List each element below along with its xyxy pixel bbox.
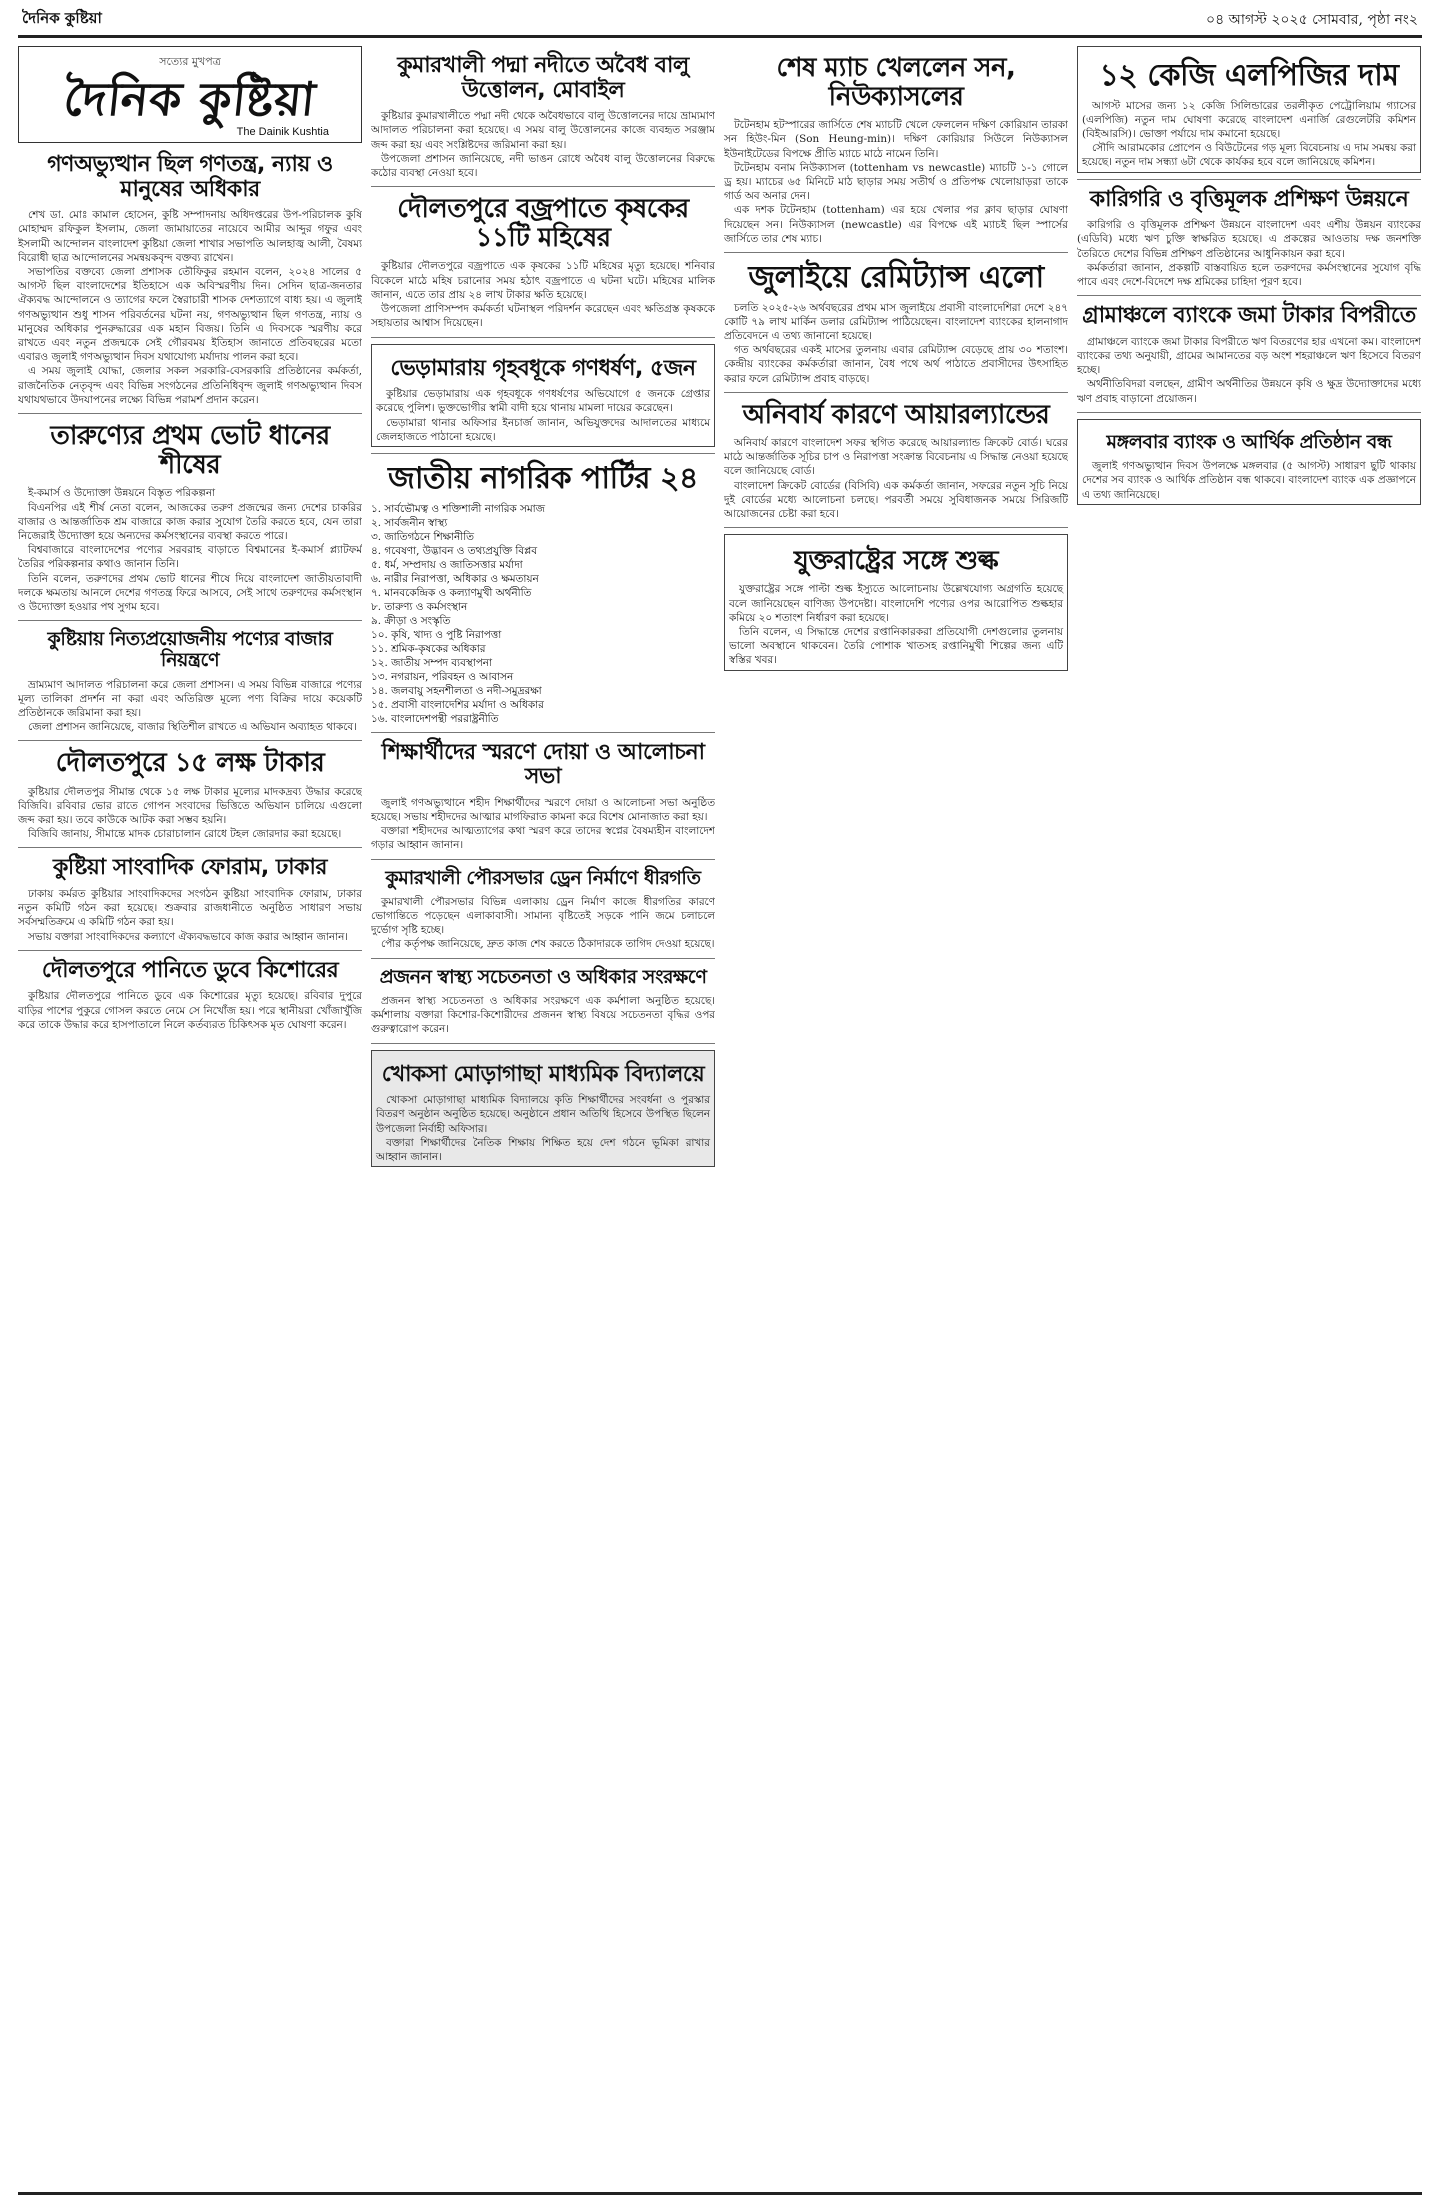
page-header-bar xyxy=(18,8,1422,38)
article-paragraph: ঢাকায় কর্মরত কুষ্টিয়ার সাংবাদিকদের সংগঠন কুষ্টিয়া সাংবাদিক ফোরাম, ঢাকার নতুন কমিটি গঠন করা হয়েছে। শুক্রবার রাজধানীতে অনুষ্ঠিত সাধারণ সভায় সর্বসম্মতিক্রমে এ কমিটি গঠন করা হয়। xyxy=(18,888,362,929)
list-item: ১৫. প্রবাসী বাংলাদেশির মর্যাদা ও অধিকার xyxy=(371,698,544,711)
article-headline: মঙ্গলবার ব্যাংক ও আর্থিক প্রতিষ্ঠান বন্ধ xyxy=(1106,430,1392,453)
article-paragraph: আগস্ট মাসের জন্য ১২ কেজি সিলিন্ডারের তরলীকৃত পেট্রোলিয়াম গ্যাসের (এলপিজি) নতুন দাম ঘোষণা করেছে বাংলাদেশ এনার্জি রেগুলেটরি কমিশন (বিইআরসি)। ভোক্তা পর্যায়ে দাম কমানো হয়েছে। xyxy=(1082,99,1416,140)
article-paragraph: এক দশক টটেনহাম (tottenham) এর হয়ে খেলার পর ক্লাব ছাড়ার ঘোষণা দিয়েছেন সন। নিউক্যাসল (newcastle) এর বিপক্ষে এই ম্যাচই ছিল স্পার্সের জার্সিতে তার শেষ ম্যাচ। xyxy=(724,204,1068,245)
article-paragraph: কুষ্টিয়ার ভেড়ামারায় এক গৃহবধূকে গণধর্ষণের অভিযোগে ৫ জনকে গ্রেপ্তার করেছে পুলিশ। ভুক্তভোগীর স্বামী বাদী হয়ে থানায় মামলা দায়ের করেছেন। xyxy=(376,388,710,415)
article xyxy=(724,54,1068,246)
article xyxy=(1077,188,1421,290)
article xyxy=(1077,46,1421,173)
article-body xyxy=(18,989,362,1032)
article-body xyxy=(18,678,362,735)
header-date-page: ০৪ আগস্ট ২০২৫ সোমবার, পৃষ্ঠা নং২ xyxy=(1206,12,1418,28)
article-paragraph: বিএনপির এই শীর্ষ নেতা বলেন, আজকের তরুণ প্রজন্মের জন্য দেশের চাকরির বাজার ও আন্তর্জাতিক শ্রম বাজারে কাজ করার সুযোগ তৈরি করতে হবে, যেন তারা নিজেরাই উদ্যোক্তা হয়ে অন্যদের কর্মসংস্থানের ব্যবস্থা করতে পারে। xyxy=(18,501,362,542)
divider xyxy=(1077,295,1421,296)
article-headline: ভেড়ামারায় গৃহবধূকে গণধর্ষণ, ৫জন xyxy=(390,355,696,381)
footer-rule xyxy=(18,2192,1422,2195)
article xyxy=(18,422,362,614)
column-4 xyxy=(1077,46,1421,2186)
list-item: ৯. ক্রীড়া ও সংস্কৃতি xyxy=(371,614,451,627)
article-paragraph: কারিগরি ও বৃত্তিমূলক প্রশিক্ষণ উন্নয়নে বাংলাদেশ এবং এশীয় উন্নয়ন ব্যাংকের (এডিবি) মধ্যে ঋণ চুক্তি স্বাক্ষরিত হয়েছে। এ প্রকল্পের আওতায় দক্ষ জনশক্তি তৈরিতে দেশের বিভিন্ন প্রশিক্ষণ প্রতিষ্ঠানের আধুনিকায়ন করা হবে। xyxy=(1077,219,1421,260)
article-paragraph: অর্থনীতিবিদরা বলছেন, গ্রামীণ অর্থনীতির উন্নয়নে কৃষি ও ক্ষুদ্র উদ্যোক্তাদের মধ্যে ঋণ প্রবাহ বাড়ানো প্রয়োজন। xyxy=(1077,378,1421,405)
article xyxy=(724,261,1068,386)
article-headline: কুষ্টিয়ায় নিত্যপ্রয়োজনীয় পণ্যের বাজার নিয়ন্ত্রণে xyxy=(47,628,333,672)
article-body xyxy=(371,259,715,330)
article-body xyxy=(18,208,362,407)
article-paragraph: টটেনহাম হটস্পারের জার্সিতে শেষ ম্যাচটি খেলে ফেললেন দক্ষিণ কোরিয়ান তারকা সন হিউং-মিন (Son Heung-min)। দক্ষিণ কোরিয়ার সিউলে নিউক্যাসল ইউনাইটেডের বিপক্ষে প্রীতি ম্যাচে মাঠে নামেন তিনি। xyxy=(724,119,1068,160)
article-paragraph: উপজেলা প্রশাসন জানিয়েছে, নদী ভাঙন রোধে অবৈধ বালু উত্তোলনের বিরুদ্ধে কঠোর ব্যবস্থা নেওয়া হবে। xyxy=(371,152,715,180)
divider xyxy=(18,950,362,951)
article-headline: কুষ্টিয়া সাংবাদিক ফোরাম, ঢাকার xyxy=(52,855,328,881)
header-paper-name: দৈনিক কুষ্টিয়া xyxy=(22,9,102,27)
article xyxy=(18,749,362,841)
article-body xyxy=(1082,99,1416,170)
article-body xyxy=(1077,218,1421,289)
article-body xyxy=(18,887,362,944)
article-headline: দৌলতপুরে ১৫ লক্ষ টাকার xyxy=(55,748,325,779)
policy-list xyxy=(371,502,715,726)
column-3 xyxy=(724,46,1068,2186)
article xyxy=(371,1050,715,1168)
article-body xyxy=(376,387,710,444)
article-headline: যুক্তরাষ্ট্রের সঙ্গে শুল্ক xyxy=(793,546,999,577)
article-headline: শিক্ষার্থীদের স্মরণে দোয়া ও আলোচনা সভা xyxy=(381,739,705,790)
column-2 xyxy=(371,46,715,2186)
divider xyxy=(371,337,715,338)
article-paragraph: এ সময় জুলাই যোদ্ধা, জেলার সকল সরকারি-বেসরকারি প্রতিষ্ঠানের কর্মকর্তা, রাজনৈতিক নেতৃবৃন্দ এবং বিভিন্ন সংগঠনের প্রতিনিধিবৃন্দ জুলাই গণঅভ্যুত্থান দিবস যথাযথভাবে উদযাপনের লক্ষ্যে বিভিন্ন পরামর্শ প্রদান করেন। xyxy=(18,365,362,406)
article-paragraph: উপজেলা প্রাণিসম্পদ কর্মকর্তা ঘটনাস্থল পরিদর্শন করেছেন এবং ক্ষতিগ্রস্ত কৃষককে সহায়তার আশ্বাস দিয়েছেন। xyxy=(371,303,715,330)
divider xyxy=(18,847,362,848)
article-paragraph: বিশ্ববাজারে বাংলাদেশের পণ্যের সরবরাহ বাড়াতে বিশ্বমানের ই-কমার্স প্ল্যাটফর্ম তৈরির পরিকল্পনার কথাও জানান তিনি। xyxy=(18,544,362,571)
list-item: ১৪. জলবায়ু সহনশীলতা ও নদী-সমুদ্ররক্ষা xyxy=(371,684,542,697)
article-paragraph: বক্তারা শহীদদের আত্মত্যাগের কথা স্মরণ করে তাদের স্বপ্নের বৈষম্যহীন বাংলাদেশ গড়ার আহ্বান জানান। xyxy=(371,825,715,852)
article xyxy=(18,153,362,407)
list-item: ১০. কৃষি, খাদ্য ও পুষ্টি নিরাপত্তা xyxy=(371,628,502,641)
article xyxy=(371,868,715,952)
article-body xyxy=(1077,335,1421,406)
article xyxy=(724,401,1068,521)
divider xyxy=(371,859,715,860)
article-paragraph: বাংলাদেশ ক্রিকেট বোর্ডের (বিসিবি) এক কর্মকর্তা জানান, সফরের নতুন সূচি নিয়ে দুই বোর্ডের মধ্যে আলোচনা চলছে। পরবর্তী সময়ে সুবিধাজনক সময়ে সিরিজটি আয়োজনের চেষ্টা করা হবে। xyxy=(724,479,1068,520)
article-paragraph: জুলাই গণঅভ্যুত্থানে শহীদ শিক্ষার্থীদের স্মরণে দোয়া ও আলোচনা সভা অনুষ্ঠিত হয়েছে। সভায় শহীদদের আত্মার মাগফিরাত কামনা করে বিশেষ মোনাজাত করা হয়। xyxy=(371,796,715,823)
article xyxy=(18,856,362,943)
article-paragraph: জুলাই গণঅভ্যুত্থান দিবস উপলক্ষে মঙ্গলবার (৫ আগস্ট) সাধারণ ছুটি থাকায় দেশের সব ব্যাংক ও আর্থিক প্রতিষ্ঠান বন্ধ থাকবে। বাংলাদেশ ব্যাংক এক প্রজ্ঞাপনে এ তথ্য জানিয়েছে। xyxy=(1082,460,1416,501)
article-body xyxy=(371,796,715,853)
divider xyxy=(724,252,1068,253)
article-paragraph: চলতি ২০২৫-২৬ অর্থবছরের প্রথম মাস জুলাইয়ে প্রবাসী বাংলাদেশিরা দেশে ২৪৭ কোটি ৭৯ লাখ মার্কিন ডলার রেমিট্যান্স পাঠিয়েছেন। বাংলাদেশ ব্যাংকের হালনাগাদ প্রতিবেদনে এ তথ্য জানানো হয়েছে। xyxy=(724,301,1068,343)
list-item: ৫. ধর্ম, সম্প্রদায় ও জাতিসত্তার মর্যাদা xyxy=(371,558,523,571)
article-paragraph: কুষ্টিয়ার দৌলতপুর সীমান্ত থেকে ১৫ লক্ষ টাকার মূল্যের মাদকদ্রব্য উদ্ধার করেছে বিজিবি। রবিবার ভোর রাতে গোপন সংবাদের ভিত্তিতে অভিযান চালিয়ে এগুলো জব্দ করা হয়। তবে কাউকে আটক করা সম্ভব হয়নি। xyxy=(18,785,362,826)
article-paragraph: কুমারখালী পৌরসভার বিভিন্ন এলাকায় ড্রেন নির্মাণ কাজে ধীরগতির কারণে ভোগান্তিতে পড়েছেন এলাকাবাসী। সামান্য বৃষ্টিতেই সড়কে পানি জমে চলাচলে দুর্ভোগ সৃষ্টি হচ্ছে। xyxy=(371,895,715,937)
article-paragraph: গ্রামাঞ্চলে ব্যাংকে জমা টাকার বিপরীতে ঋণ বিতরণের হার এখনো কম। বাংলাদেশ ব্যাংকের তথ্য অনুযায়ী, গ্রামের আমানতের বড় অংশ শহরাঞ্চলে ঋণ হিসেবে বিতরণ হচ্ছে। xyxy=(1077,335,1421,377)
article-body xyxy=(729,582,1063,667)
article-paragraph: বিজিবি জানায়, সীমান্তে মাদক চোরাচালান রোধে টহল জোরদার করা হয়েছে। xyxy=(28,828,342,841)
article xyxy=(1077,304,1421,406)
article-body xyxy=(724,436,1068,521)
article-paragraph: পৌর কর্তৃপক্ষ জানিয়েছে, দ্রুত কাজ শেষ করতে ঠিকাদারকে তাগিদ দেওয়া হয়েছে। xyxy=(381,938,715,951)
article-body xyxy=(18,785,362,842)
article-paragraph: বক্তারা শিক্ষার্থীদের নৈতিক শিক্ষায় শিক্ষিত হয়ে দেশ গঠনে ভূমিকা রাখার আহ্বান জানান। xyxy=(376,1136,710,1163)
article-headline: দৌলতপুরে পানিতে ডুবে কিশোরের xyxy=(41,957,339,983)
article xyxy=(371,967,715,1037)
masthead-tagline: সত্যের মুখপত্র xyxy=(159,55,221,68)
masthead-title: দৈনিক কুষ্টিয়া xyxy=(61,72,319,126)
article-headline: তারুণ্যের প্রথম ভোট ধানের শীষের xyxy=(50,421,330,481)
article xyxy=(1077,419,1421,505)
article xyxy=(18,629,362,734)
divider xyxy=(18,740,362,741)
article xyxy=(371,741,715,853)
article-paragraph: তিনি বলেন, এ সিদ্ধান্তে দেশের রপ্তানিকারকরা প্রতিযোগী দেশগুলোর তুলনায় ভালো অবস্থানে থাকবেন। তৈরি পোশাক খাতসহ রপ্তানিমুখী শিল্পের জন্য এটি স্বস্তির খবর। xyxy=(729,625,1063,667)
list-item: ১২. জাতীয় সম্পদ ব্যবস্থাপনা xyxy=(371,656,493,669)
article xyxy=(18,959,362,1032)
article-paragraph: খোকসা মোড়াগাছা মাধ্যমিক বিদ্যালয়ে কৃতি শিক্ষার্থীদের সংবর্ধনা ও পুরস্কার বিতরণ অনুষ্ঠান অনুষ্ঠিত হয়েছে। অনুষ্ঠানে প্রধান অতিথি হিসেবে উপস্থিত ছিলেন উপজেলা নির্বাহী অফিসার। xyxy=(376,1094,710,1135)
article-paragraph: কুষ্টিয়ার দৌলতপুরে বজ্রপাতে এক কৃষকের ১১টি মহিষের মৃত্যু হয়েছে। শনিবার বিকেলে মাঠে মহিষ চরানোর সময় হঠাৎ বজ্রপাতে এ ঘটনা ঘটে। মহিষের মালিক জানান, এতে তার প্রায় ২৪ লাখ টাকার ক্ষতি হয়েছে। xyxy=(371,260,715,301)
article xyxy=(371,462,715,726)
divider xyxy=(18,620,362,621)
masthead xyxy=(18,46,362,143)
article-body xyxy=(376,1093,710,1164)
article-body xyxy=(371,895,715,952)
list-item: ৮. তারুণ্য ও কর্মসংস্থান xyxy=(371,600,468,613)
article-body xyxy=(724,118,1068,246)
article-headline: শেষ ম্যাচ খেললেন সন, নিউক্যাসলের xyxy=(776,53,1016,113)
list-item: ৭. মানবকেন্দ্রিক ও কল্যাণমুখী অর্থনীতি xyxy=(371,586,532,599)
article-paragraph: কুষ্টিয়ার দৌলতপুরে পানিতে ডুবে এক কিশোরের মৃত্যু হয়েছে। রবিবার দুপুরে বাড়ির পাশের পুকুরে গোসল করতে নেমে সে নিখোঁজ হয়। পরে স্থানীয়রা খোঁজাখুঁজি করে তাকে উদ্ধার করে হাসপাতালে নিলে কর্তব্যরত চিকিৎসক মৃত ঘোষণা করেন। xyxy=(18,990,362,1031)
article-paragraph: সভায় বক্তারা সাংবাদিকদের কল্যাণে ঐক্যবদ্ধভাবে কাজ করার আহ্বান জানান। xyxy=(28,930,348,943)
article-paragraph: টটেনহাম বনাম নিউক্যাসল (tottenham vs newcastle) ম্যাচটি ১-১ গোলে ড্র হয়। ম্যাচের ৬৫ মিনিটে মাঠ ছাড়ার সময় সতীর্থ ও প্রতিপক্ষ খেলোয়াড়রা তাকে গার্ড অব অনার দেন। xyxy=(724,161,1068,203)
article-headline: কুমারখালী পদ্মা নদীতে অবৈধ বালু উত্তোলন, মোবাইল xyxy=(397,53,689,103)
list-item: ১. সার্বভৌমত্ব ও শক্তিশালী নাগরিক সমাজ xyxy=(371,502,545,515)
article-paragraph: প্রজনন স্বাস্থ্য সচেতনতা ও অধিকার সংরক্ষণে এক কর্মশালা অনুষ্ঠিত হয়েছে। কর্মশালায় বক্তারা কিশোর-কিশোরীদের প্রজনন স্বাস্থ্য বিষয়ে সচেতনতা বৃদ্ধির ওপর গুরুত্বারোপ করেন। xyxy=(371,994,715,1036)
article-body xyxy=(724,301,1068,386)
article-body xyxy=(1082,459,1416,502)
divider xyxy=(371,958,715,959)
article xyxy=(371,54,715,180)
article-paragraph: ই-কমার্স ও উদ্যোক্তা উন্নয়নে বিস্তৃত পরিকল্পনা xyxy=(28,487,216,500)
article-paragraph: কুষ্টিয়ার কুমারখালীতে পদ্মা নদী থেকে অবৈধভাবে বালু উত্তোলনের দায়ে ভ্রাম্যমাণ আদালত পরিচালনা করা হয়েছে। এ সময় বালু উত্তোলনের কাজে ব্যবহৃত সরঞ্জাম জব্দ করা হয় এবং সংশ্লিষ্টদের জরিমানা করা হয়। xyxy=(371,110,715,151)
article-headline: প্রজনন স্বাস্থ্য সচেতনতা ও অধিকার সংরক্ষণে xyxy=(379,965,707,988)
divider xyxy=(371,732,715,733)
article-paragraph: ভ্রাম্যমাণ আদালত পরিচালনা করে জেলা প্রশাসন। এ সময় বিভিন্ন বাজারে পণ্যের মূল্য তালিকা প্রদর্শন না করা এবং অতিরিক্ত মূল্যে পণ্য বিক্রির দায়ে কয়েকটি প্রতিষ্ঠানকে জরিমানা করা হয়। xyxy=(18,678,362,720)
article-headline: ১২ কেজি এলপিজির দাম xyxy=(1099,58,1399,93)
article-paragraph: শেখ ডা. মোঃ কামাল হোসেন, কুষ্টি সম্পাদনায় অধিদপ্তরের উপ-পরিচালক কুষি মোহাম্মদ রফিকুল ইসলাম, জেলা জামায়াতের নায়েবে আমীর আব্দুর গফুর এবং ইসলামী আন্দোলন বাংলাদেশ কুষ্টিয়া জেলা শাখার সভাপতি আলহাজ্ব আলী, বৈষম্য বিরোধী ছাত্র আন্দোলনের সমন্বয়কবৃন্দ বক্তব্য রাখেন। xyxy=(18,209,362,264)
article-paragraph: গত অর্থবছরের একই মাসের তুলনায় এবার রেমিট্যান্স বেড়েছে প্রায় ৩০ শতাংশ। কেন্দ্রীয় ব্যাংকের কর্মকর্তারা জানান, বৈধ পথে অর্থ পাঠাতে প্রবাসীদের উৎসাহিত করার ফলে রেমিট্যান্স প্রবাহ বাড়ছে। xyxy=(724,344,1068,385)
divider xyxy=(18,413,362,414)
article-paragraph: যুক্তরাষ্ট্রের সঙ্গে পাল্টা শুল্ক ইস্যুতে আলোচনায় উল্লেখযোগ্য অগ্রগতি হয়েছে বলে জানিয়েছেন বাণিজ্য উপদেষ্টা। বাংলাদেশি পণ্যের ওপর আরোপিত শুল্কহার কমিয়ে ২০ শতাংশ নির্ধারণ করা হয়েছে। xyxy=(729,583,1063,624)
article-headline: গণঅভ্যুত্থান ছিল গণতন্ত্র, ন্যায় ও মানুষের অধিকার xyxy=(47,152,333,202)
list-item: ৬. নারীর নিরাপত্তা, অধিকার ও ক্ষমতায়ন xyxy=(371,572,539,585)
divider xyxy=(1077,179,1421,180)
article-paragraph: সভাপতির বক্তব্যে জেলা প্রশাসক তৌফিকুর রহমান বলেন, ২০২৪ সালের ৫ আগস্ট ছিল বাংলাদেশের ইতিহাসে এক অবিস্মরণীয় দিন। সেদিন ছাত্র-জনতার ঐক্যবদ্ধ আন্দোলনে ও ত্যাগের ফলে স্বৈরাচারী শাসক দেশত্যাগে বাধ্য হয়। এ জুলাই গণঅভ্যুত্থান শুধু শাসন পরিবর্তনের ঘটনা নয়, গণঅভ্যুত্থান ছিল গণতন্ত্র, ন্যায় ও মানুষের অধিকার পুনরুদ্ধারের এক মহান বিজয়। তিনি এ দিবসকে স্মরণীয় করে রাখতে এবং নতুন প্রজন্মকে সেই গৌরবময় ইতিহাস জানাতে প্রতিবছরের মতো এবারও জুলাই গণঅভ্যুত্থান দিবস যথাযোগ্য মর্যাদায় পালন করা হবে। xyxy=(18,266,362,364)
article-body xyxy=(18,486,362,614)
article-body xyxy=(371,994,715,1037)
column-1 xyxy=(18,46,362,2186)
list-item: ২. সার্বজনীন স্বাস্থ্য xyxy=(371,516,448,529)
divider xyxy=(371,1043,715,1044)
article xyxy=(724,534,1068,670)
article-headline: গ্রামাঞ্চলে ব্যাংকে জমা টাকার বিপরীতে xyxy=(1082,303,1416,329)
article-paragraph: কর্মকর্তারা জানান, প্রকল্পটি বাস্তবায়িত হলে তরুণদের কর্মসংস্থানের সুযোগ বৃদ্ধি পাবে এবং দেশে-বিদেশে দক্ষ শ্রমিকের চাহিদা পূরণ হবে। xyxy=(1077,261,1421,289)
article xyxy=(371,344,715,447)
masthead-english-title: The Dainik Kushtia xyxy=(236,126,329,138)
list-item: ৩. জাতিগঠনে শিক্ষানীতি xyxy=(371,530,474,543)
article-paragraph: অনিবার্য কারণে বাংলাদেশ সফর স্থগিত করেছে আয়ারল্যান্ড ক্রিকেট বোর্ড। ঘরের মাঠে আন্তর্জাতিক সূচির চাপ ও নিরাপত্তা সংক্রান্ত বিবেচনায় এ সিদ্ধান্ত নেওয়া হয়েছে বলে জানিয়েছে বোর্ড। xyxy=(724,436,1068,478)
list-item: ১১. শ্রমিক-কৃষকের অধিকার xyxy=(371,642,486,655)
article xyxy=(371,195,715,330)
article-headline: খোকসা মোড়াগাছা মাধ্যমিক বিদ্যালয়ে xyxy=(381,1061,705,1087)
list-item: ১৩. নগরায়ন, পরিবহন ও আবাসন xyxy=(371,670,514,683)
article-paragraph: সৌদি আরামকোর প্রোপেন ও বিউটেনের গড় মূল্য বিবেচনায় এ দাম সমন্বয় করা হয়েছে। নতুন দাম সন্ধ্যা ৬টা থেকে কার্যকর হবে বলে জানিয়েছে কমিশন। xyxy=(1082,142,1416,169)
article-body xyxy=(371,109,715,180)
article-headline: কারিগরি ও বৃত্তিমূলক প্রশিক্ষণ উন্নয়নে xyxy=(1089,186,1409,212)
article-headline: জুলাইয়ে রেমিট্যান্স এলো xyxy=(748,260,1044,296)
article-headline: কুমারখালী পৌরসভার ড্রেন নির্মাণে ধীরগতি xyxy=(385,866,701,889)
list-item: ১৬. বাংলাদেশপন্থী পররাষ্ট্রনীতি xyxy=(371,712,499,725)
article-paragraph: ভেড়ামারা থানার অফিসার ইনচার্জ জানান, অভিযুক্তদের আদালতের মাধ্যমে জেলহাজতে পাঠানো হয়েছে। xyxy=(376,416,710,443)
divider xyxy=(1077,412,1421,413)
divider xyxy=(371,453,715,454)
article-paragraph: তিনি বলেন, তরুণদের প্রথম ভোট ধানের শীষে দিয়ে বাংলাদেশ জাতীয়তাবাদী দলকে ক্ষমতায় আনলে দেশের গণতন্ত্র ফিরে আসবে, সেই সাথে তরুণদের কর্মসংস্থান ও উদ্যোক্তা হওয়ার পথ সুগম হবে। xyxy=(18,572,362,613)
list-item: ৪. গবেষণা, উদ্ভাবন ও তথ্যপ্রযুক্তি বিপ্লব xyxy=(371,544,538,557)
article-headline: জাতীয় নাগরিক পার্টির ২৪ xyxy=(388,460,698,496)
columns xyxy=(18,46,1422,2186)
divider xyxy=(724,527,1068,528)
article-paragraph: জেলা প্রশাসন জানিয়েছে, বাজার স্থিতিশীল রাখতে এ অভিযান অব্যাহত থাকবে। xyxy=(28,721,357,734)
article-headline: দৌলতপুরে বজ্রপাতে কৃষকের ১১টি মহিষের xyxy=(397,194,689,254)
divider xyxy=(371,186,715,187)
article-headline: অনিবার্য কারণে আয়ারল্যান্ডের xyxy=(742,399,1050,430)
divider xyxy=(724,392,1068,393)
